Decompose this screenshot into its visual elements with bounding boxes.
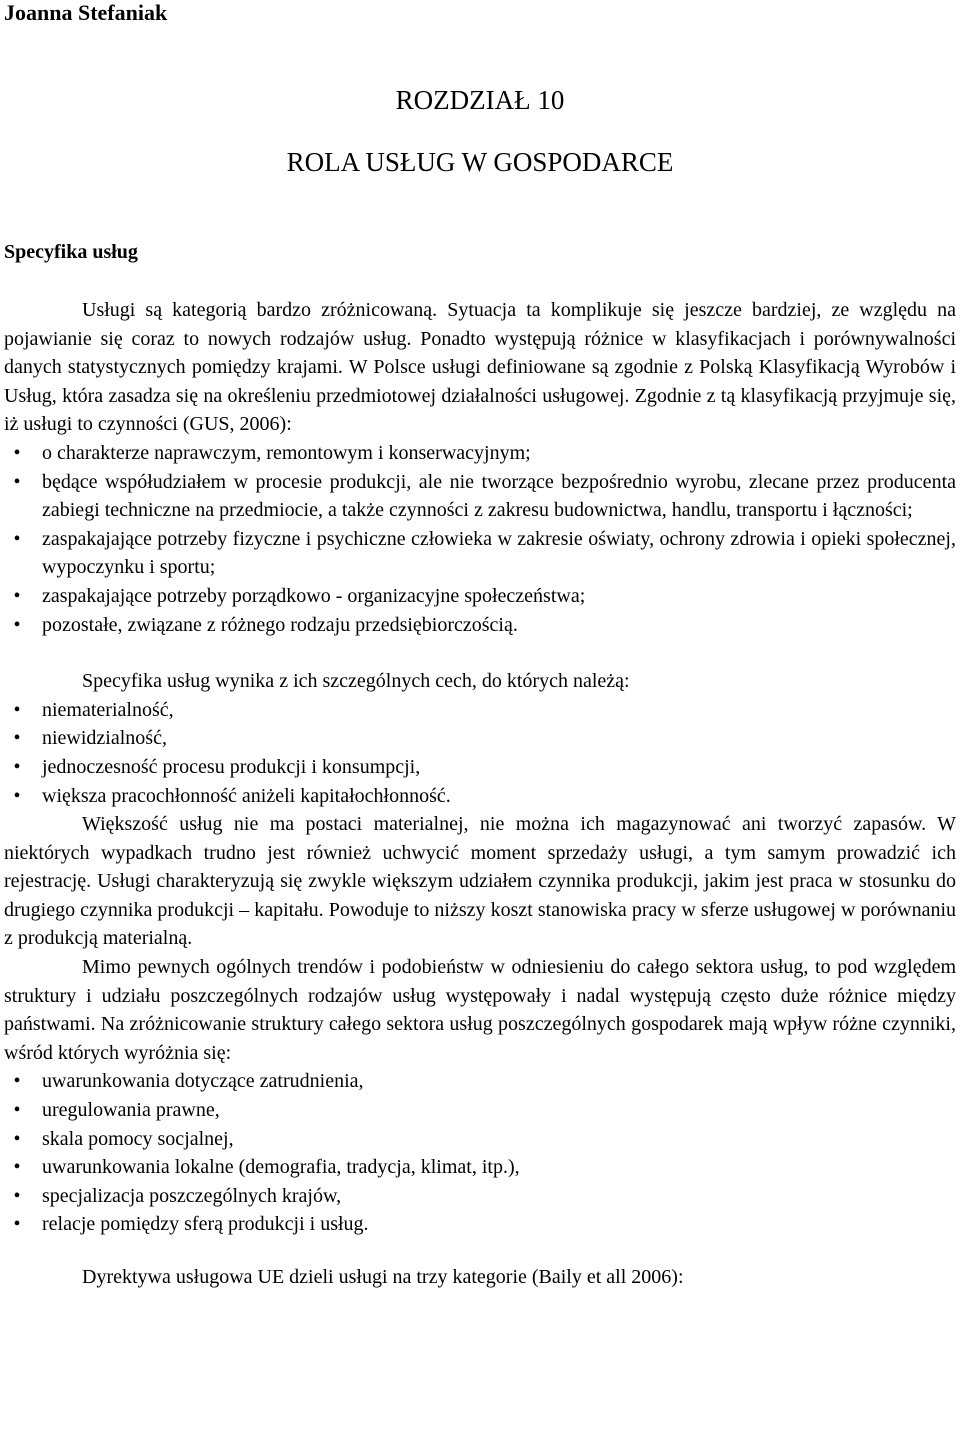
list-item: [4, 525, 956, 582]
list-item-text: zaspakajające potrzeby fizyczne i psychiczne człowieka w zakresie oświaty, ochrony zdrowia i opieki społecznej, wypoczynku i sportu;: [42, 527, 956, 579]
list-item-text: relacje pomiędzy sferą produkcji i usług.: [42, 1213, 369, 1236]
list-item-text: większa pracochłonność aniżeli kapitałochłonność.: [42, 784, 451, 807]
list-item: [4, 1125, 956, 1154]
list-item: [4, 1067, 956, 1096]
list-item: [4, 468, 956, 525]
author-name: Joanna Stefaniak: [4, 0, 168, 25]
list-item: [4, 753, 956, 782]
features-list: [4, 696, 956, 810]
list-item-text: zaspakajające potrzeby porządkowo - organizacyjne społeczeństwa;: [42, 584, 586, 607]
factors-list: [4, 1067, 956, 1239]
list-item: [4, 1153, 956, 1182]
bullet-icon: •: [13, 441, 21, 464]
list-item: [4, 696, 956, 725]
list-item-text: niematerialność,: [42, 698, 174, 721]
bullet-icon: •: [13, 1070, 21, 1093]
bullet-icon: •: [13, 1213, 21, 1236]
intro-paragraph: Usługi są kategorią bardzo zróżnicowaną. Sytuacja ta komplikuje się jeszcze bardziej, ze względu na pojawianie się coraz to nowych rodzajów usług. Ponadto występują różnice w klasyfikacjach i porównywalności danych statystycznych pomiędzy krajami. W Polsce usługi definiowane są zgodnie z Polską Klasyfikacją Wyrobów i Usług, która zasadza się na określeniu przedmiotowej działalności usługowej. Zgodnie z tą klasyfikacją przyjmuje się, iż usługi to czynności (GUS, 2006):: [4, 299, 956, 436]
list-item: [4, 782, 956, 811]
services-list: [4, 439, 956, 639]
bullet-icon: •: [13, 784, 21, 807]
bullet-icon: •: [13, 1156, 21, 1179]
list-item-text: niewidzialność,: [42, 727, 167, 750]
list-item: [4, 1096, 956, 1125]
features-intro: Specyfika usług wynika z ich szczególnych cech, do których należą:: [82, 670, 630, 693]
bullet-icon: •: [13, 1099, 21, 1122]
list-item: [4, 1210, 956, 1239]
chapter-number: [0, 84, 960, 116]
bullet-icon: •: [13, 755, 21, 778]
bullet-icon: •: [13, 584, 21, 607]
list-item-text: skala pomocy socjalnej,: [42, 1127, 234, 1150]
list-item-text: o charakterze naprawczym, remontowym i konserwacyjnym;: [42, 441, 531, 464]
paragraph-3: Mimo pewnych ogólnych trendów i podobieństw w odniesieniu do całego sektora usług, to pod względem struktury i udziału poszczególnych rodzajów usług występowały i nadal występują często duże różnice między państwami. Na zróżnicowanie struktury całego sektora usług poszczególnych gospodarek mają wpływ różne czynniki, wśród których wyróżnia się:: [4, 956, 956, 1064]
list-item-text: specjalizacja poszczególnych krajów,: [42, 1184, 342, 1207]
list-item: [4, 439, 956, 468]
list-item: [4, 582, 956, 611]
list-item-text: uwarunkowania dotyczące zatrudnienia,: [42, 1070, 364, 1093]
chapter-title: ROLA USŁUG W GOSPODARCE: [286, 147, 674, 177]
body-text: [4, 296, 956, 1292]
bullet-icon: •: [13, 1127, 21, 1150]
paragraph-2: Większość usług nie ma postaci materialnej, nie można ich magazynować ani tworzyć zapasów. W niektórych wypadkach trudno jest również uchwycić moment sprzedaży usługi, a tym samym prowadzić ich rejestrację. Usługi charakteryzują się zwykle większym udziałem czynnika produkcji, jakim jest praca w stosunku do drugiego czynnika produkcji – kapitału. Powoduje to niższy koszt stanowiska pracy w sferze usługowej w porównaniu z produkcją materialną.: [4, 813, 956, 950]
spacer: [4, 639, 956, 667]
bullet-icon: •: [13, 698, 21, 721]
section-title: Specyfika usług: [4, 241, 138, 263]
list-item-text: jednoczesność procesu produkcji i konsumpcji,: [42, 755, 421, 778]
bullet-icon: •: [13, 1184, 21, 1207]
list-item: [4, 611, 956, 640]
bullet-icon: •: [13, 613, 21, 636]
list-item-text: uwarunkowania lokalne (demografia, tradycja, klimat, itp.),: [42, 1156, 520, 1179]
chapter-number-label: ROZDZIAŁ 10: [395, 85, 565, 115]
spacer: [4, 1239, 956, 1263]
list-item-text: będące współudziałem w procesie produkcji, ale nie tworzące bezpośrednio wyrobu, zlecane przez producenta zabiegi techniczne na przedmiocie, a także czynności z zakresu budownictwa, handlu, transportu i łączności;: [42, 470, 956, 522]
bullet-icon: •: [13, 727, 21, 750]
list-item-text: uregulowania prawne,: [42, 1099, 220, 1122]
bullet-icon: •: [13, 527, 21, 550]
closing-line: Dyrektywa usługowa UE dzieli usługi na trzy kategorie (Baily et all 2006):: [82, 1266, 684, 1288]
list-item-text: pozostałe, związane z różnego rodzaju przedsiębiorczością.: [42, 613, 518, 636]
bullet-icon: •: [13, 470, 21, 493]
list-item: [4, 1182, 956, 1211]
list-item: [4, 724, 956, 753]
